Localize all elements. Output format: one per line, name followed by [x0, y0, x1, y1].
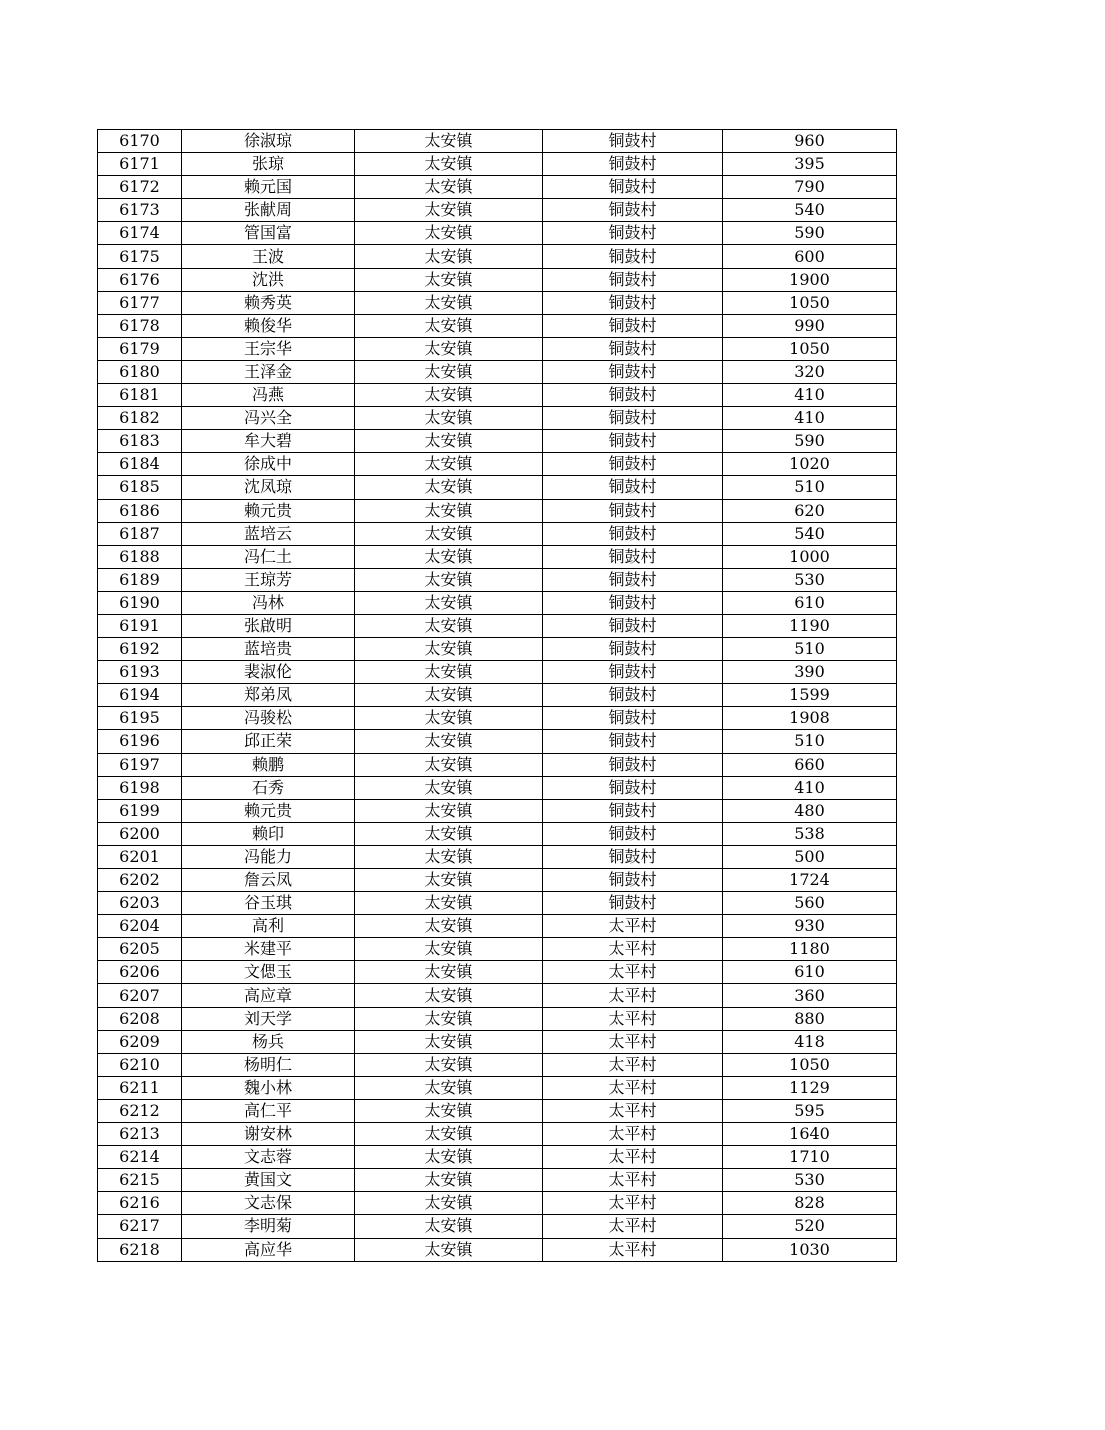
amount-cell: 410: [723, 407, 897, 430]
table-row: [98, 199, 897, 222]
village-cell: 太平村: [543, 1123, 723, 1146]
amount-cell: 540: [723, 199, 897, 222]
town-cell: 太安镇: [355, 130, 543, 153]
name-cell: 文偲玉: [182, 961, 355, 984]
amount-cell: 480: [723, 799, 897, 822]
amount-cell: 610: [723, 591, 897, 614]
serial-number-cell: 6172: [98, 176, 182, 199]
village-cell: 太平村: [543, 1099, 723, 1122]
amount-cell: 1180: [723, 938, 897, 961]
village-cell: 铜鼓村: [543, 130, 723, 153]
table-row: [98, 130, 897, 153]
town-cell: 太安镇: [355, 869, 543, 892]
amount-cell: 1129: [723, 1076, 897, 1099]
name-cell: 王泽金: [182, 360, 355, 383]
name-cell: 高利: [182, 915, 355, 938]
serial-number-cell: 6192: [98, 638, 182, 661]
serial-number-cell: 6194: [98, 684, 182, 707]
town-cell: 太安镇: [355, 476, 543, 499]
amount-cell: 510: [723, 638, 897, 661]
serial-number-cell: 6181: [98, 384, 182, 407]
village-cell: 铜鼓村: [543, 430, 723, 453]
amount-cell: 1599: [723, 684, 897, 707]
town-cell: 太安镇: [355, 938, 543, 961]
town-cell: 太安镇: [355, 430, 543, 453]
name-cell: 赖元国: [182, 176, 355, 199]
amount-cell: 790: [723, 176, 897, 199]
amount-cell: 360: [723, 984, 897, 1007]
amount-cell: 1050: [723, 337, 897, 360]
village-cell: 太平村: [543, 1215, 723, 1238]
serial-number-cell: 6201: [98, 845, 182, 868]
village-cell: 太平村: [543, 1146, 723, 1169]
village-cell: 太平村: [543, 1238, 723, 1261]
serial-number-cell: 6208: [98, 1007, 182, 1030]
village-cell: 太平村: [543, 1192, 723, 1215]
town-cell: 太安镇: [355, 176, 543, 199]
serial-number-cell: 6204: [98, 915, 182, 938]
name-cell: 张献周: [182, 199, 355, 222]
serial-number-cell: 6178: [98, 314, 182, 337]
village-cell: 铜鼓村: [543, 707, 723, 730]
serial-number-cell: 6209: [98, 1030, 182, 1053]
name-cell: 文志保: [182, 1192, 355, 1215]
town-cell: 太安镇: [355, 776, 543, 799]
amount-cell: 520: [723, 1215, 897, 1238]
serial-number-cell: 6195: [98, 707, 182, 730]
village-cell: 铜鼓村: [543, 222, 723, 245]
serial-number-cell: 6202: [98, 869, 182, 892]
town-cell: 太安镇: [355, 522, 543, 545]
town-cell: 太安镇: [355, 153, 543, 176]
serial-number-cell: 6193: [98, 661, 182, 684]
table-row: [98, 453, 897, 476]
name-cell: 郑弟凤: [182, 684, 355, 707]
name-cell: 王宗华: [182, 337, 355, 360]
town-cell: 太安镇: [355, 1123, 543, 1146]
village-cell: 铜鼓村: [543, 153, 723, 176]
town-cell: 太安镇: [355, 1238, 543, 1261]
table-row: [98, 869, 897, 892]
town-cell: 太安镇: [355, 291, 543, 314]
serial-number-cell: 6180: [98, 360, 182, 383]
amount-cell: 1030: [723, 1238, 897, 1261]
table-row: [98, 407, 897, 430]
name-cell: 冯仁土: [182, 545, 355, 568]
serial-number-cell: 6211: [98, 1076, 182, 1099]
village-cell: 铜鼓村: [543, 568, 723, 591]
town-cell: 太安镇: [355, 730, 543, 753]
table-row: [98, 1238, 897, 1261]
serial-number-cell: 6190: [98, 591, 182, 614]
name-cell: 杨兵: [182, 1030, 355, 1053]
village-cell: 铜鼓村: [543, 591, 723, 614]
town-cell: 太安镇: [355, 753, 543, 776]
name-cell: 冯兴全: [182, 407, 355, 430]
amount-cell: 1050: [723, 291, 897, 314]
village-cell: 铜鼓村: [543, 499, 723, 522]
amount-cell: 410: [723, 776, 897, 799]
town-cell: 太安镇: [355, 337, 543, 360]
town-cell: 太安镇: [355, 845, 543, 868]
serial-number-cell: 6217: [98, 1215, 182, 1238]
table-row: [98, 1146, 897, 1169]
amount-cell: 1190: [723, 614, 897, 637]
table-row: [98, 476, 897, 499]
table-row: [98, 1192, 897, 1215]
name-cell: 赖俊华: [182, 314, 355, 337]
amount-cell: 1724: [723, 869, 897, 892]
table-row: [98, 1169, 897, 1192]
town-cell: 太安镇: [355, 684, 543, 707]
table-row: [98, 153, 897, 176]
table-row: [98, 915, 897, 938]
amount-cell: 960: [723, 130, 897, 153]
village-cell: 太平村: [543, 1007, 723, 1030]
serial-number-cell: 6205: [98, 938, 182, 961]
table-row: [98, 360, 897, 383]
town-cell: 太安镇: [355, 1192, 543, 1215]
name-cell: 文志蓉: [182, 1146, 355, 1169]
table-row: [98, 707, 897, 730]
amount-cell: 320: [723, 360, 897, 383]
table-row: [98, 499, 897, 522]
amount-cell: 600: [723, 245, 897, 268]
village-cell: 铜鼓村: [543, 522, 723, 545]
village-cell: 铜鼓村: [543, 291, 723, 314]
town-cell: 太安镇: [355, 984, 543, 1007]
village-cell: 铜鼓村: [543, 384, 723, 407]
name-cell: 裴淑伦: [182, 661, 355, 684]
town-cell: 太安镇: [355, 1076, 543, 1099]
serial-number-cell: 6184: [98, 453, 182, 476]
village-cell: 太平村: [543, 1169, 723, 1192]
name-cell: 徐淑琼: [182, 130, 355, 153]
serial-number-cell: 6207: [98, 984, 182, 1007]
amount-cell: 595: [723, 1099, 897, 1122]
town-cell: 太安镇: [355, 384, 543, 407]
name-cell: 谷玉琪: [182, 892, 355, 915]
amount-cell: 660: [723, 753, 897, 776]
table-row: [98, 545, 897, 568]
town-cell: 太安镇: [355, 268, 543, 291]
amount-cell: 880: [723, 1007, 897, 1030]
village-cell: 太平村: [543, 1030, 723, 1053]
amount-cell: 510: [723, 476, 897, 499]
name-cell: 蓝培贵: [182, 638, 355, 661]
name-cell: 赖鹏: [182, 753, 355, 776]
serial-number-cell: 6214: [98, 1146, 182, 1169]
name-cell: 米建平: [182, 938, 355, 961]
serial-number-cell: 6206: [98, 961, 182, 984]
name-cell: 牟大碧: [182, 430, 355, 453]
table-row: [98, 568, 897, 591]
village-cell: 太平村: [543, 1053, 723, 1076]
town-cell: 太安镇: [355, 961, 543, 984]
town-cell: 太安镇: [355, 1215, 543, 1238]
town-cell: 太安镇: [355, 568, 543, 591]
amount-cell: 395: [723, 153, 897, 176]
table-row: [98, 245, 897, 268]
name-cell: 赖元贵: [182, 799, 355, 822]
serial-number-cell: 6218: [98, 1238, 182, 1261]
amount-cell: 590: [723, 222, 897, 245]
amount-cell: 1710: [723, 1146, 897, 1169]
name-cell: 沈凤琼: [182, 476, 355, 499]
name-cell: 蓝培云: [182, 522, 355, 545]
village-cell: 铜鼓村: [543, 638, 723, 661]
name-cell: 张琼: [182, 153, 355, 176]
amount-cell: 1908: [723, 707, 897, 730]
table-row: [98, 661, 897, 684]
name-cell: 石秀: [182, 776, 355, 799]
town-cell: 太安镇: [355, 314, 543, 337]
village-cell: 铜鼓村: [543, 892, 723, 915]
name-cell: 管国富: [182, 222, 355, 245]
table-row: [98, 222, 897, 245]
serial-number-cell: 6183: [98, 430, 182, 453]
name-cell: 冯林: [182, 591, 355, 614]
village-cell: 铜鼓村: [543, 614, 723, 637]
table-row: [98, 730, 897, 753]
table-row: [98, 961, 897, 984]
village-cell: 铜鼓村: [543, 407, 723, 430]
amount-cell: 1000: [723, 545, 897, 568]
town-cell: 太安镇: [355, 1030, 543, 1053]
name-cell: 魏小林: [182, 1076, 355, 1099]
serial-number-cell: 6188: [98, 545, 182, 568]
table-row: [98, 684, 897, 707]
serial-number-cell: 6196: [98, 730, 182, 753]
serial-number-cell: 6215: [98, 1169, 182, 1192]
name-cell: 高应章: [182, 984, 355, 1007]
table-row: [98, 776, 897, 799]
village-cell: 太平村: [543, 938, 723, 961]
town-cell: 太安镇: [355, 499, 543, 522]
village-cell: 铜鼓村: [543, 869, 723, 892]
serial-number-cell: 6170: [98, 130, 182, 153]
serial-number-cell: 6212: [98, 1099, 182, 1122]
village-cell: 铜鼓村: [543, 245, 723, 268]
town-cell: 太安镇: [355, 638, 543, 661]
serial-number-cell: 6187: [98, 522, 182, 545]
name-cell: 冯能力: [182, 845, 355, 868]
serial-number-cell: 6189: [98, 568, 182, 591]
table-row: [98, 1123, 897, 1146]
name-cell: 李明菊: [182, 1215, 355, 1238]
amount-cell: 990: [723, 314, 897, 337]
town-cell: 太安镇: [355, 199, 543, 222]
village-cell: 铜鼓村: [543, 776, 723, 799]
amount-cell: 1900: [723, 268, 897, 291]
town-cell: 太安镇: [355, 915, 543, 938]
name-cell: 刘天学: [182, 1007, 355, 1030]
table-row: [98, 638, 897, 661]
serial-number-cell: 6176: [98, 268, 182, 291]
village-cell: 铜鼓村: [543, 845, 723, 868]
village-cell: 铜鼓村: [543, 822, 723, 845]
table-row: [98, 337, 897, 360]
amount-cell: 1640: [723, 1123, 897, 1146]
table-row: [98, 522, 897, 545]
table-row: [98, 845, 897, 868]
table-row: [98, 176, 897, 199]
village-cell: 铜鼓村: [543, 314, 723, 337]
name-cell: 高应华: [182, 1238, 355, 1261]
amount-cell: 510: [723, 730, 897, 753]
table-row: [98, 1099, 897, 1122]
table-row: [98, 822, 897, 845]
town-cell: 太安镇: [355, 360, 543, 383]
table-row: [98, 591, 897, 614]
serial-number-cell: 6171: [98, 153, 182, 176]
table-row: [98, 314, 897, 337]
amount-cell: 590: [723, 430, 897, 453]
village-cell: 太平村: [543, 1076, 723, 1099]
town-cell: 太安镇: [355, 1146, 543, 1169]
name-cell: 赖元贵: [182, 499, 355, 522]
village-cell: 太平村: [543, 915, 723, 938]
town-cell: 太安镇: [355, 1169, 543, 1192]
village-cell: 铜鼓村: [543, 199, 723, 222]
serial-number-cell: 6199: [98, 799, 182, 822]
village-cell: 铜鼓村: [543, 799, 723, 822]
serial-number-cell: 6203: [98, 892, 182, 915]
town-cell: 太安镇: [355, 707, 543, 730]
village-cell: 铜鼓村: [543, 268, 723, 291]
town-cell: 太安镇: [355, 614, 543, 637]
town-cell: 太安镇: [355, 591, 543, 614]
amount-cell: 500: [723, 845, 897, 868]
table-row: [98, 1053, 897, 1076]
name-cell: 冯骏松: [182, 707, 355, 730]
amount-cell: 620: [723, 499, 897, 522]
serial-number-cell: 6173: [98, 199, 182, 222]
serial-number-cell: 6177: [98, 291, 182, 314]
village-cell: 铜鼓村: [543, 176, 723, 199]
village-cell: 铜鼓村: [543, 730, 723, 753]
amount-cell: 828: [723, 1192, 897, 1215]
name-cell: 高仁平: [182, 1099, 355, 1122]
name-cell: 沈洪: [182, 268, 355, 291]
table-row: [98, 430, 897, 453]
village-cell: 铜鼓村: [543, 753, 723, 776]
serial-number-cell: 6185: [98, 476, 182, 499]
name-cell: 张啟明: [182, 614, 355, 637]
village-cell: 铜鼓村: [543, 661, 723, 684]
table-row: [98, 1007, 897, 1030]
amount-cell: 1050: [723, 1053, 897, 1076]
name-cell: 赖秀英: [182, 291, 355, 314]
town-cell: 太安镇: [355, 1007, 543, 1030]
name-cell: 徐成中: [182, 453, 355, 476]
amount-cell: 930: [723, 915, 897, 938]
table-row: [98, 291, 897, 314]
serial-number-cell: 6179: [98, 337, 182, 360]
table-row: [98, 614, 897, 637]
amount-cell: 530: [723, 568, 897, 591]
amount-cell: 538: [723, 822, 897, 845]
town-cell: 太安镇: [355, 799, 543, 822]
serial-number-cell: 6182: [98, 407, 182, 430]
name-cell: 冯燕: [182, 384, 355, 407]
serial-number-cell: 6174: [98, 222, 182, 245]
table-row: [98, 268, 897, 291]
name-cell: 王琼芳: [182, 568, 355, 591]
name-cell: 黄国文: [182, 1169, 355, 1192]
table-row: [98, 892, 897, 915]
amount-cell: 560: [723, 892, 897, 915]
serial-number-cell: 6186: [98, 499, 182, 522]
name-cell: 谢安林: [182, 1123, 355, 1146]
table-body: [98, 130, 897, 1262]
village-cell: 太平村: [543, 961, 723, 984]
serial-number-cell: 6197: [98, 753, 182, 776]
town-cell: 太安镇: [355, 245, 543, 268]
amount-cell: 610: [723, 961, 897, 984]
town-cell: 太安镇: [355, 822, 543, 845]
table-row: [98, 938, 897, 961]
serial-number-cell: 6198: [98, 776, 182, 799]
name-cell: 杨明仁: [182, 1053, 355, 1076]
village-cell: 铜鼓村: [543, 545, 723, 568]
amount-cell: 540: [723, 522, 897, 545]
village-cell: 铜鼓村: [543, 684, 723, 707]
amount-cell: 530: [723, 1169, 897, 1192]
name-cell: 王波: [182, 245, 355, 268]
serial-number-cell: 6200: [98, 822, 182, 845]
name-cell: 詹云凤: [182, 869, 355, 892]
town-cell: 太安镇: [355, 892, 543, 915]
amount-cell: 390: [723, 661, 897, 684]
table-row: [98, 1030, 897, 1053]
table-row: [98, 384, 897, 407]
serial-number-cell: 6216: [98, 1192, 182, 1215]
table-row: [98, 984, 897, 1007]
table-row: [98, 1076, 897, 1099]
town-cell: 太安镇: [355, 407, 543, 430]
town-cell: 太安镇: [355, 453, 543, 476]
serial-number-cell: 6191: [98, 614, 182, 637]
table-row: [98, 1215, 897, 1238]
amount-cell: 418: [723, 1030, 897, 1053]
town-cell: 太安镇: [355, 661, 543, 684]
town-cell: 太安镇: [355, 1053, 543, 1076]
village-cell: 太平村: [543, 984, 723, 1007]
serial-number-cell: 6213: [98, 1123, 182, 1146]
serial-number-cell: 6210: [98, 1053, 182, 1076]
table-row: [98, 799, 897, 822]
town-cell: 太安镇: [355, 1099, 543, 1122]
town-cell: 太安镇: [355, 545, 543, 568]
serial-number-cell: 6175: [98, 245, 182, 268]
village-cell: 铜鼓村: [543, 453, 723, 476]
amount-cell: 1020: [723, 453, 897, 476]
data-table: [97, 129, 897, 1262]
table-row: [98, 753, 897, 776]
name-cell: 赖印: [182, 822, 355, 845]
village-cell: 铜鼓村: [543, 337, 723, 360]
amount-cell: 410: [723, 384, 897, 407]
town-cell: 太安镇: [355, 222, 543, 245]
village-cell: 铜鼓村: [543, 360, 723, 383]
name-cell: 邱正荣: [182, 730, 355, 753]
village-cell: 铜鼓村: [543, 476, 723, 499]
